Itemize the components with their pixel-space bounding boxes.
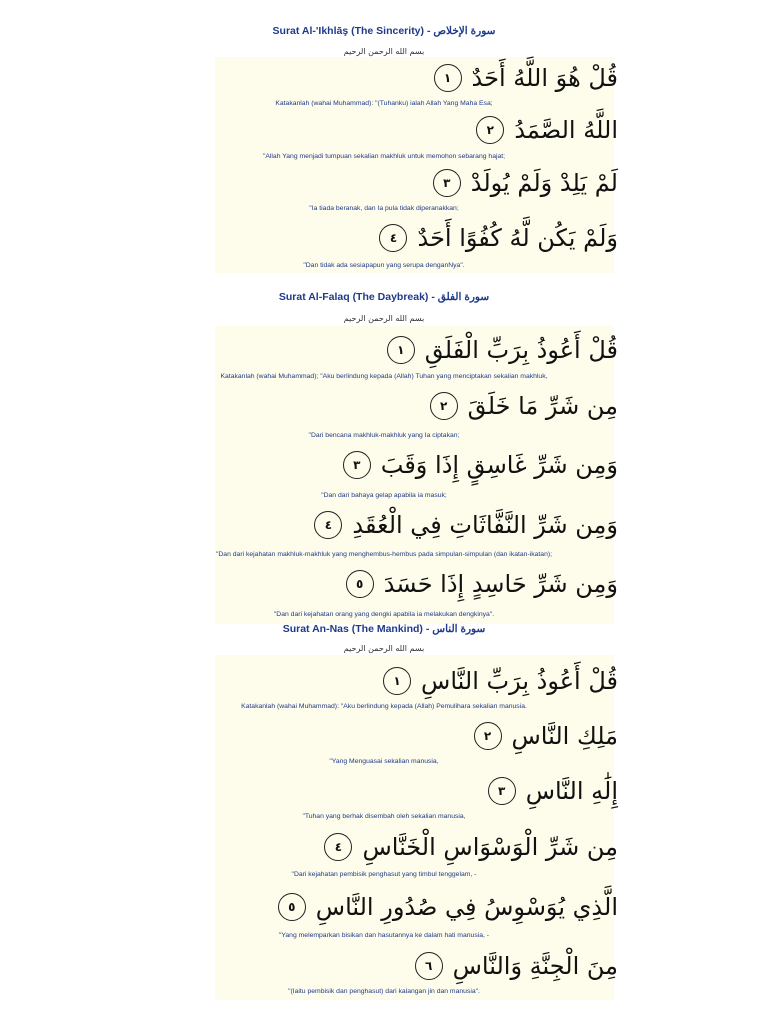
basmalah-ikhlas: بسم الله الرحمن الرحيم (343, 47, 425, 56)
verse-translation: "Dari kejahatan pembisik penghasut yang timbul tenggelam, - (291, 871, 477, 878)
verse-translation: "Dan dari kejahatan orang yang dengki apabila ia melakukan dengkinya". (273, 611, 495, 618)
verse-arabic: وَمِن شَرِّ النَّفَّاثَاتِ فِي الْعُقَدِ ٤ (312, 503, 618, 547)
verse-number-icon: ١ (383, 667, 411, 695)
verse-number-icon: ٢ (474, 722, 502, 750)
verse-translation: "Yang Menguasai sekalian manusia, (329, 758, 439, 765)
verse-number-icon: ٤ (324, 833, 352, 861)
verse-arabic: إِلَٰهِ النَّاسِ ٣ (486, 769, 618, 813)
verse-arabic: الَّذِي يُوَسْوِسُ فِي صُدُورِ النَّاسِ ٥ (276, 885, 618, 929)
surah-title-ikhlas: Surat Al-'Ikhlāş (The Sincerity) - سورة الإخلاص (272, 25, 496, 37)
verse-arabic: وَمِن شَرِّ غَاسِقٍ إِذَا وَقَبَ ٣ (341, 443, 618, 487)
verse-translation: "Tuhan yang berhak disembah oleh sekalian manusia, (302, 813, 466, 820)
verse-arabic: اللَّهُ الصَّمَدُ ٢ (474, 108, 618, 152)
verse-arabic: قُلْ هُوَ اللَّهُ أَحَدٌ ١ (432, 56, 618, 100)
verse-translation: "Dan dari kejahatan makhluk-makhluk yang menghembus-hembus pada simpulan-simpulan (dan ikatan-ikatan); (215, 551, 552, 558)
verse-number-icon: ٥ (346, 570, 374, 598)
verse-arabic: قُلْ أَعُوذُ بِرَبِّ النَّاسِ ١ (381, 659, 618, 703)
basmalah-nas: بسم الله الرحمن الرحيم (343, 644, 425, 653)
surah-title-falaq: Surat Al-Falaq (The Daybreak) - سورة الفلق (278, 291, 490, 303)
verse-translation: "Yang melemparkan bisikan dan hasutannya ke dalam hati manusia, - (278, 932, 490, 939)
verse-number-icon: ٢ (476, 116, 504, 144)
verse-translation: "Dari bencana makhluk-makhluk yang Ia ciptakan; (308, 432, 460, 439)
verse-translation: Katakanlah (wahai Muhammad): "Aku berlindung kepada (Allah) Pemulihara sekalian manusia. (241, 703, 527, 710)
verse-arabic: وَمِن شَرِّ حَاسِدٍ إِذَا حَسَدَ ٥ (344, 562, 618, 606)
verse-number-icon: ١ (434, 64, 462, 92)
verse-number-icon: ٣ (343, 451, 371, 479)
verse-number-icon: ٢ (430, 392, 458, 420)
verse-arabic: مِن شَرِّ مَا خَلَقَ ٢ (428, 384, 618, 428)
basmalah-falaq: بسم الله الرحمن الرحيم (343, 314, 425, 323)
verse-number-icon: ٤ (379, 224, 407, 252)
verse-translation: Katakanlah (wahai Muhammad): "(Tuhanku) ialah Allah Yang Maha Esa; (275, 100, 493, 107)
verse-arabic: وَلَمْ يَكُن لَّهُ كُفُوًا أَحَدٌ ٤ (377, 216, 618, 260)
verse-arabic: لَمْ يَلِدْ وَلَمْ يُولَدْ ٣ (431, 161, 618, 205)
verse-translation: "Ia tiada beranak, dan Ia pula tidak diperanakkan; (309, 205, 459, 212)
verse-number-icon: ٣ (433, 169, 461, 197)
verse-arabic: مِن شَرِّ الْوَسْوَاسِ الْخَنَّاسِ ٤ (322, 825, 618, 869)
verse-number-icon: ١ (387, 336, 415, 364)
verse-translation: "Dan dari bahaya gelap apabila ia masuk; (321, 492, 447, 499)
verse-translation: "(Iaitu pembisik dan penghasut) dari kalangan jin dan manusia". (288, 988, 480, 995)
verse-arabic: قُلْ أَعُوذُ بِرَبِّ الْفَلَقِ ١ (385, 328, 618, 372)
verse-number-icon: ٣ (488, 777, 516, 805)
verse-number-icon: ٥ (278, 893, 306, 921)
verse-arabic: مِنَ الْجِنَّةِ وَالنَّاسِ ٦ (413, 944, 618, 988)
verse-arabic: مَلِكِ النَّاسِ ٢ (472, 714, 619, 758)
verse-number-icon: ٦ (415, 952, 443, 980)
verse-translation: Katakanlah (wahai Muhammad); "Aku berlindung kepada (Allah) Tuhan yang menciptakan sekalian makhluk, (220, 373, 548, 380)
verse-translation: "Dan tidak ada sesiapapun yang serupa denganNya". (303, 262, 465, 269)
surah-title-nas: Surat An-Nas (The Mankind) - سورة الناس (282, 623, 486, 635)
verse-number-icon: ٤ (314, 511, 342, 539)
verse-translation: "Allah Yang menjadi tumpuan sekalian makhluk untuk memohon sebarang hajat; (262, 153, 506, 160)
